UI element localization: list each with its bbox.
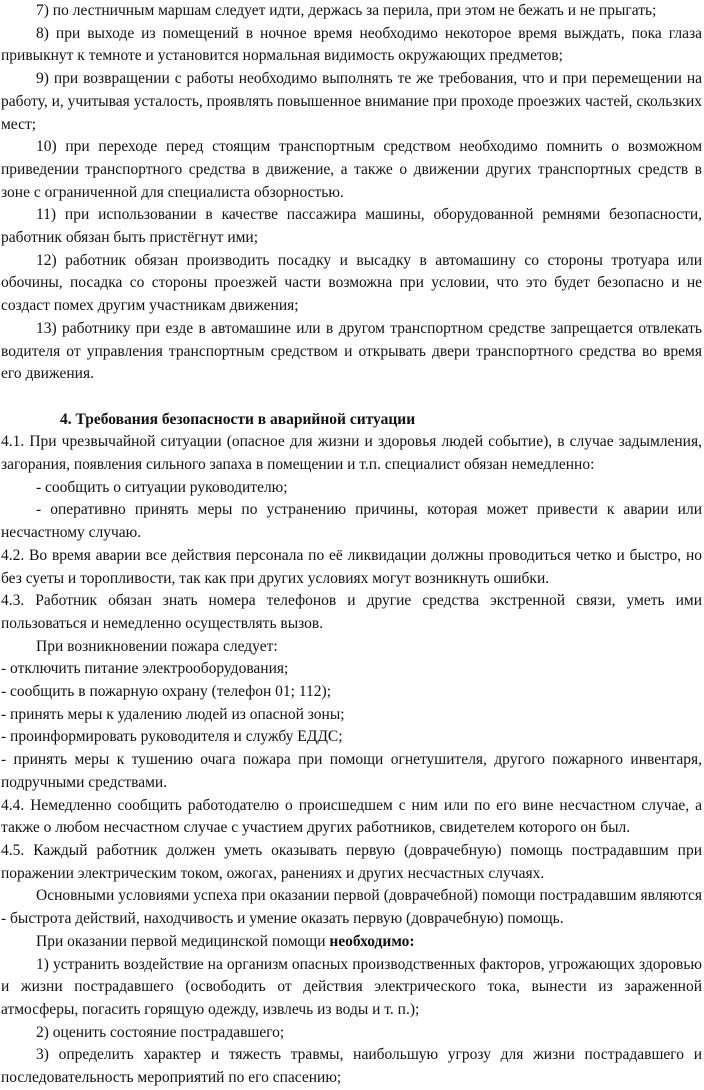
first-aid-emphasis: необходимо: xyxy=(329,932,415,950)
success-conditions: Основными условиями успеха при оказании первой (доврачебной) помощи пострадавшим являются - быстрота действий, находчивость и умение оказать первую (доврачебную) помощь. xyxy=(1,887,702,928)
list-item: - отключить питание электрооборудования; xyxy=(1,660,289,678)
paragraph-4-2: 4.2. Во время аварии все действия персонала по её ликвидации должны проводиться четко и быстро, но без суеты и торопливости, так как при других условиях могут возникнуть ошибки. xyxy=(1,546,702,587)
list-item: 2) оценить состояние пострадавшего; xyxy=(36,1023,285,1041)
paragraph-item-12: 12) работник обязан производить посадку и высадку в автомашину со стороны тротуара или обочины, посадка со стороны проезжей части возможна при условии, что это будет безопасно и не создаст помех другим участникам движения; xyxy=(1,251,702,315)
list-item: - принять меры к удалению людей из опасной зоны; xyxy=(1,705,345,723)
paragraph-4-1: 4.1. При чрезвычайной ситуации (опасное для жизни и здоровья людей событие), в случае задымления, загорания, появления сильного запаха в помещении и т.п. специалист обязан немедленно: xyxy=(1,433,702,474)
paragraph-item-8: 8) при выходе из помещений в ночное время необходимо некоторое время выждать, пока глаза привыкнут к темноте и установится нормальная видимость окружающих предметов; xyxy=(1,24,702,65)
section-heading: 4. Требования безопасности в аварийной ситуации xyxy=(60,410,416,428)
list-item: - оперативно принять меры по устранению причины, которая может привести к аварии или несчастному случаю. xyxy=(1,501,702,542)
paragraph-item-11: 11) при использовании в качестве пассажира машины, оборудованной ремнями безопасности, работник обязан быть пристёгнут ими; xyxy=(1,206,702,247)
first-aid-intro-text: При оказании первой медицинской помощи xyxy=(36,932,330,950)
blank-line xyxy=(1,386,702,409)
list-item: 1) устранить воздействие на организм опасных производственных факторов, угрожающих здоровью и жизни пострадавшего (освободить от действия электрического тока, вынести из зараженной атмосферы, погасить горящую одежду, извлечь из воды и т. п.); xyxy=(1,955,702,1018)
list-item: - проинформировать руководителя и службу ЕДДС; xyxy=(1,728,343,746)
paragraph-4-5: 4.5. Каждый работник должен уметь оказывать первую (доврачебную) помощь пострадавшим при поражении электрическим током, ожогах, ранениях и других несчастных случаях. xyxy=(1,842,702,882)
list-item: 3) определить характер и тяжесть травмы, наибольшую угрозу для жизни пострадавшего и последовательность мероприятий по его спасению; xyxy=(1,1046,702,1087)
list-item: - сообщить о ситуации руководителю; xyxy=(36,478,288,496)
fire-intro: При возникновении пожара следует: xyxy=(36,637,278,655)
list-item: - сообщить в пожарную охрану (телефон 01; 112); xyxy=(1,683,332,701)
paragraph-item-13: 13) работнику при езде в автомашине или в другом транспортном средстве запрещается отвлекать водителя от управления транспортным средством и открывать двери транспортного средства во время его движения. xyxy=(1,319,702,383)
paragraph-item-7: 7) по лестничным маршам следует идти, держась за перила, при этом не бежать и не прыгать; xyxy=(36,2,657,19)
paragraph-item-10: 10) при переходе перед стоящим транспортным средством необходимо помнить о возможном приведении транспортного средства в движение, а также о движении других транспортных средств в зоне с ограниченной для специалиста обзорностью. xyxy=(1,138,702,201)
paragraph-4-4: 4.4. Немедленно сообщить работодателю о происшедшем с ним или по его вине несчастном случае, а также о любом несчастном случае с участием других работников, свидетелем которого он был. xyxy=(1,796,702,837)
paragraph-item-9: 9) при возвращении с работы необходимо выполнять те же требования, что и при перемещении на работу, и, учитывая усталость, проявлять повышенное внимание при проходе проезжих частей, скользких мест; xyxy=(1,70,702,133)
list-item: - принять меры к тушению очага пожара при помощи огнетушителя, другого пожарного инвентаря, подручными средствами. xyxy=(1,751,702,791)
first-aid-intro xyxy=(1,931,702,954)
paragraph-4-3: 4.3. Работник обязан знать номера телефонов и другие средства экстренной связи, уметь ими пользоваться и немедленно осуществлять вызов. xyxy=(1,592,702,632)
